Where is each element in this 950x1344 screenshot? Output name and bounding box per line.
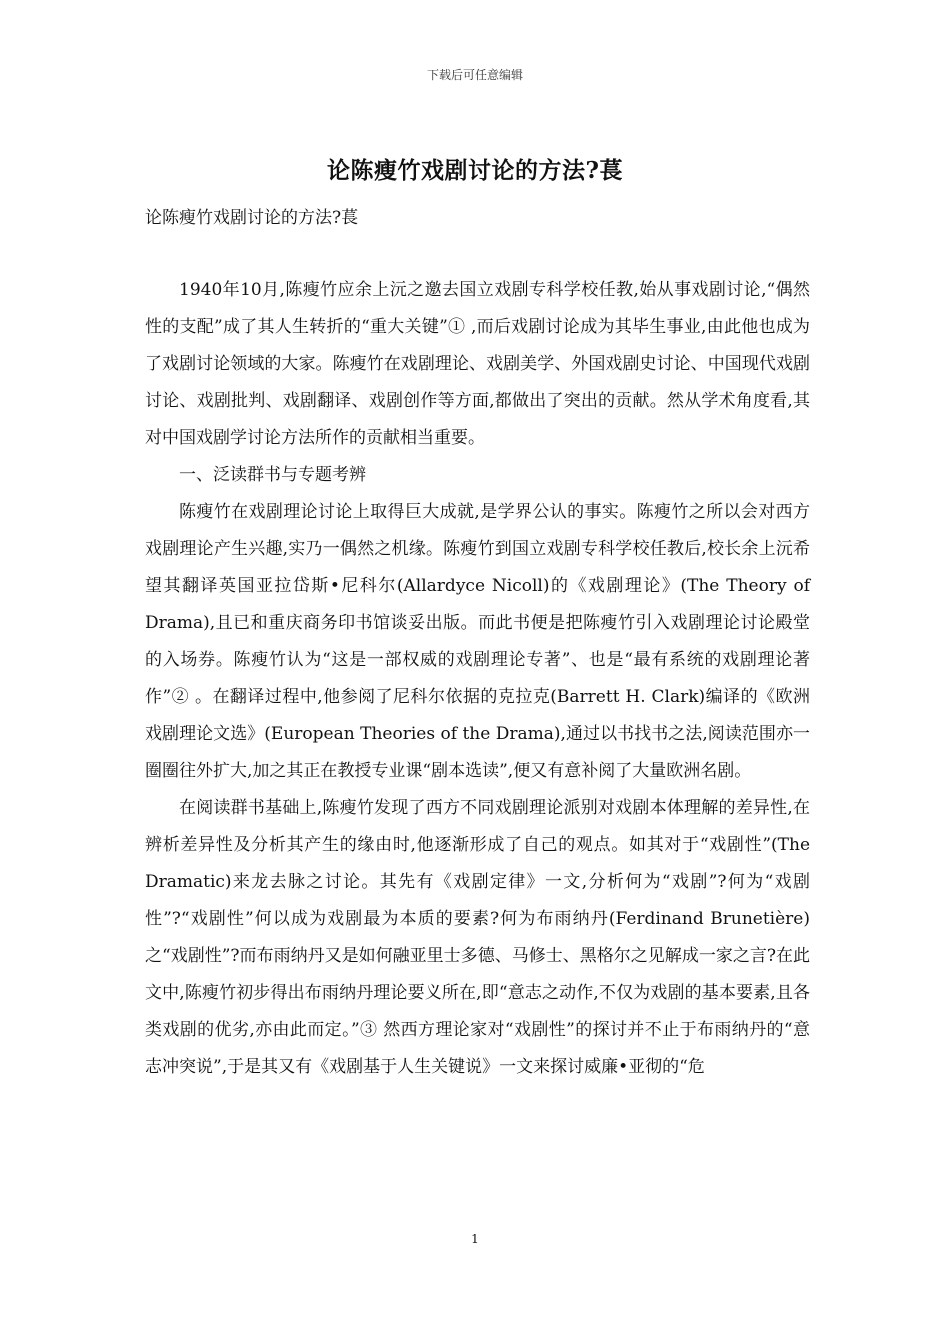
page-header-note: 下载后可任意编辑 xyxy=(426,68,523,82)
page-number: 1 xyxy=(471,1232,479,1246)
paragraph-intro: 1940年10月,陈瘦竹应余上沅之邀去国立戏剧专科学校任教,始从事戏剧讨论,“偶然性的支配”成了其人生转折的“重大关键”① ,而后戏剧讨论成为其毕生事业,由此他也成为了戏剧讨论领域的大家。陈瘦竹在戏剧理论、戏剧美学、外国戏剧史讨论、中国现代戏剧讨论、戏剧批判、戏剧翻译、戏剧创作等方面,都做出了突出的贡献。然从学术角度看,其对中国戏剧学讨论方法所作的贡献相当重要。 xyxy=(145,280,810,448)
document-subtitle: 论陈瘦竹戏剧讨论的方法?萇 xyxy=(145,208,359,228)
document-title: 论陈瘦竹戏剧讨论的方法?萇 xyxy=(327,157,623,184)
section-heading: 一、泛读群书与专题考辨 xyxy=(179,465,366,485)
paragraph-translation-history: 陈瘦竹在戏剧理论讨论上取得巨大成就,是学界公认的事实。陈瘦竹之所以会对西方戏剧理论产生兴趣,实乃一偶然之机缘。陈瘦竹到国立戏剧专科学校任教后,校长余上沅希望其翻译英国亚拉岱斯•尼科尔(Allardyce Nicoll)的《戏剧理论》(The Theory of Drama),且已和重庆商务印书馆谈妥出版。而此书便是把陈瘦竹引入戏剧理论讨论殿堂的入场券。陈瘦竹认为“这是一部权威的戏剧理论专著”、也是“最有系统的戏剧理论著作”② 。在翻译过程中,他参阅了尼科尔依据的克拉克(Barrett H. Clark)编译的《欧洲戏剧理论文选》(European Theories of the Drama),通过以书找书之法,阅读范围亦一圈圈往外扩大,加之其正在教授专业课“剧本选读”,便又有意补阅了大量欧洲名剧。 xyxy=(145,502,810,781)
paragraph-dramatic-theory: 在阅读群书基础上,陈瘦竹发现了西方不同戏剧理论派别对戏剧本体理解的差异性,在辨析差异性及分析其产生的缘由时,他逐渐形成了自己的观点。如其对于“戏剧性”(The Dramatic)来龙去脉之讨论。其先有《戏剧定律》一文,分析何为“戏剧”?何为“戏剧性”?“戏剧性”何以成为戏剧最为本质的要素?何为布雨纳丹(Ferdinand Brunetière)之“戏剧性”?而布雨纳丹又是如何融亚里士多德、马修士、黑格尔之见解成一家之言?在此文中,陈瘦竹初步得出布雨纳丹理论要义所在,即“意志之动作,不仅为戏剧的基本要素,且各类戏剧的优劣,亦由此而定。”③ 然西方理论家对“戏剧性”的探讨并不止于布雨纳丹的“意志冲突说”,于是其又有《戏剧基于人生关键说》一文来探讨威廉•亚彻的“危 xyxy=(145,798,810,1077)
document-body xyxy=(145,272,810,1086)
